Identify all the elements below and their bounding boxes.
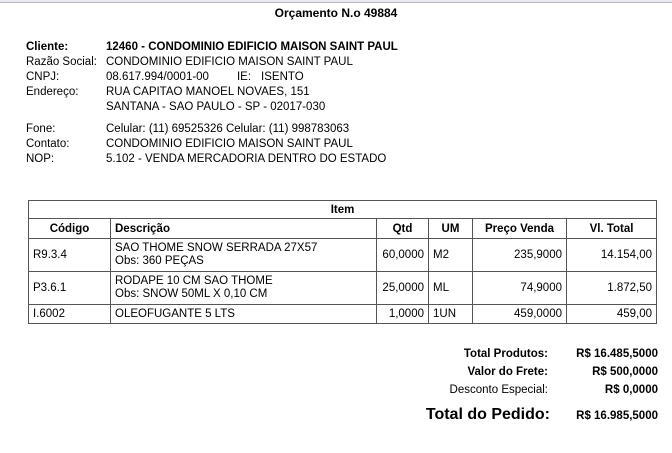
column-header-um: UM [429,219,473,239]
cell-codigo: P3.6.1 [29,272,111,305]
client-value-contato: CONDOMINIO EDIFICIO MAISON SAINT PAUL [106,138,353,150]
client-value-endereco: RUA CAPITAO MANOEL NOVAES, 151 [106,86,310,98]
cell-descricao-main: RODAPE 10 CM SAO THOME [115,275,273,287]
items-table-head [29,201,657,239]
items-table [28,200,657,324]
client-row-cliente [26,40,546,55]
client-label-ie: IE: [236,71,252,83]
cell-codigo: R9.3.4 [29,239,111,272]
table-row [29,305,657,324]
totals-block [400,345,658,427]
client-value-nop: 5.102 - VENDA MERCADORIA DENTRO DO ESTADO [106,153,387,165]
window-top-bar [0,0,672,3]
totals-label-desconto: Desconto Especial: [449,384,548,396]
client-label-cnpj: CNPJ: [26,71,60,83]
column-header-codigo: Código [29,219,111,239]
cell-codigo: I.6002 [29,305,111,324]
cell-qtd: 1,0000 [377,305,429,324]
totals-label-frete: Valor do Frete: [467,366,548,378]
cell-preco-venda: 74,9000 [473,272,567,305]
cell-descricao-obs: Obs: 360 PEÇAS [115,255,204,267]
cell-descricao-obs: Obs: SNOW 50ML X 0,10 CM [115,288,268,300]
cell-vl-total: 459,00 [567,305,657,324]
column-header-descricao: Descrição [111,219,377,239]
cell-vl-total: 1.872,50 [567,272,657,305]
cell-um: M2 [429,239,473,272]
totals-label-produtos: Total Produtos: [463,348,548,360]
totals-row-frete [400,363,658,381]
cell-qtd: 25,0000 [377,272,429,305]
client-value-endereco-line2: SANTANA - SAO PAULO - SP - 02017-030 [106,101,326,113]
totals-value-frete: R$ 500,0000 [592,366,658,378]
client-value-cliente: 12460 - CONDOMINIO EDIFICIO MAISON SAINT PAUL [106,41,398,53]
cell-descricao-main: SAO THOME SNOW SERRADA 27X57 [115,242,318,254]
client-info-block [26,40,546,167]
client-row-razao-social [26,55,546,70]
cell-um: 1UN [429,305,473,324]
cell-vl-total: 14.154,00 [567,239,657,272]
cell-um: ML [429,272,473,305]
client-label-nop: NOP: [26,153,55,165]
cell-descricao [111,305,377,324]
cell-descricao [111,239,377,272]
client-value-fone: Celular: (11) 69525326 Celular: (11) 998783063 [106,123,350,135]
client-label-cliente: Cliente: [26,41,69,53]
client-row-cnpj [26,70,546,85]
totals-value-produtos: R$ 16.485,5000 [576,348,658,360]
client-label-contato: Contato: [26,138,70,150]
client-row-endereco-line2 [26,100,546,115]
client-block-spacer [26,115,546,122]
column-header-qtd: Qtd [377,219,429,239]
column-header-vl-total: Vl. Total [567,219,657,239]
client-label-fone: Fone: [26,123,56,135]
table-row [29,239,657,272]
cell-descricao-main: OLEOFUGANTE 5 LTS [115,307,235,320]
client-row-fone [26,122,546,137]
client-row-nop [26,152,546,167]
items-table-group-header: Item [29,201,657,219]
table-row [29,272,657,305]
cell-qtd: 60,0000 [377,239,429,272]
cell-preco-venda: 459,0000 [473,305,567,324]
totals-value-desconto: R$ 0,0000 [604,384,658,396]
client-row-endereco [26,85,546,100]
client-row-contato [26,137,546,152]
cell-descricao [111,272,377,305]
column-header-preco-venda: Preço Venda [473,219,567,239]
client-value-ie: ISENTO [261,71,304,83]
client-label-endereco: Endereço: [26,86,79,98]
cell-preco-venda: 235,9000 [473,239,567,272]
totals-row-desconto [400,381,658,399]
page-title: Orçamento N.o 49884 [274,6,398,20]
totals-value-pedido: R$ 16.985,5000 [576,410,658,422]
items-table-group-header-row [29,201,657,219]
totals-row-produtos [400,345,658,363]
items-table-column-header-row [29,219,657,239]
totals-label-pedido: Total do Pedido: [425,406,550,423]
items-table-body [29,239,657,324]
totals-row-pedido [400,403,658,427]
client-value-cnpj: 08.617.994/0001-00 [106,71,209,83]
client-label-razao-social: Razão Social: [26,56,97,68]
client-value-razao-social: CONDOMINIO EDIFICIO MAISON SAINT PAUL [106,56,353,68]
